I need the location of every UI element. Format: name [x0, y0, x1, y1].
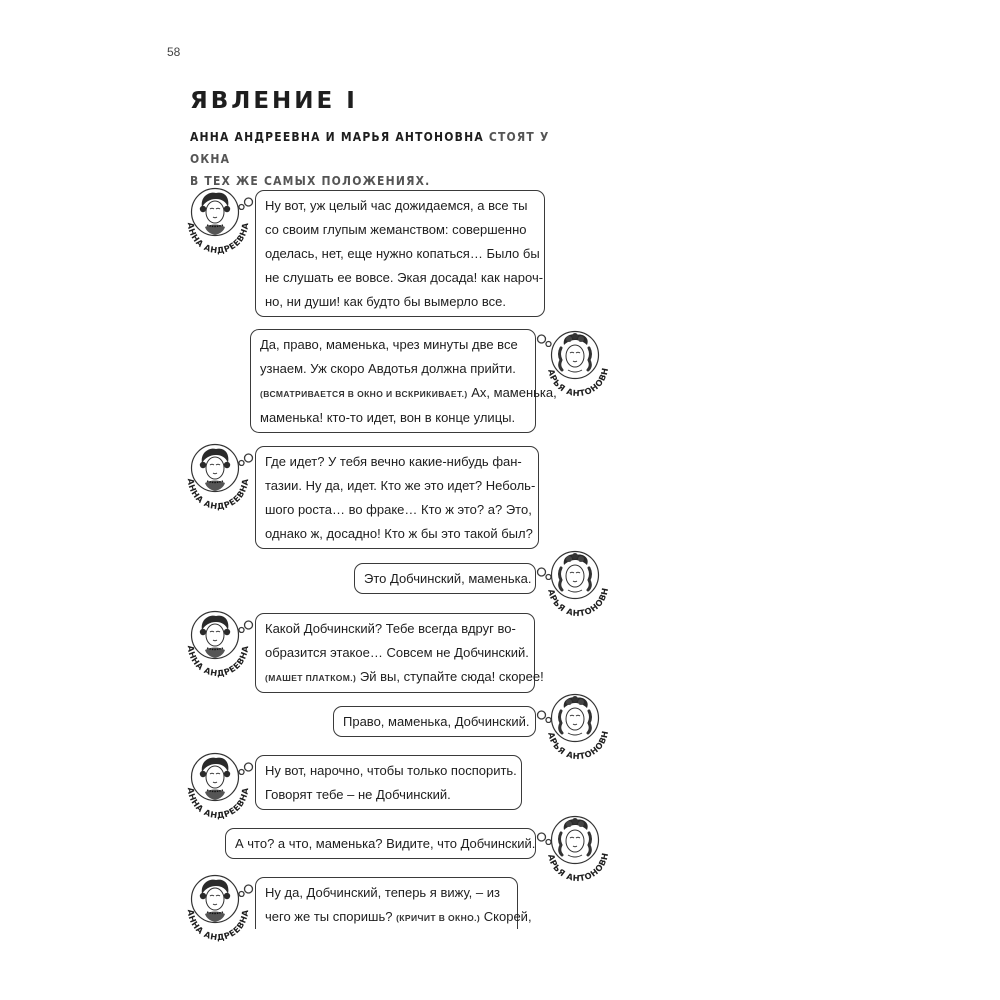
bubble-text: Эй вы, ступайте сюда! скорее!: [356, 669, 544, 684]
stage-character-2: МАРЬЯ АНТОНОВНА: [340, 130, 484, 144]
bubble-line: Да, право, маменька, чрез минуты две все: [260, 337, 518, 352]
bubble-line: но, ни души! как будто бы вымерло все.: [265, 294, 506, 309]
thought-bubble-tail-icon: [238, 452, 256, 466]
bubble-line: Ну вот, уж целый час дожидаемся, а все ты: [265, 198, 528, 213]
svg-text:МАРЬЯ АНТОНОВНА: МАРЬЯ АНТОНОВНА: [537, 807, 611, 884]
thought-bubble-tail-icon: [238, 883, 256, 897]
bubble-text: Ах, маменька,: [467, 385, 557, 400]
stage-line2: В ТЕХ ЖЕ САМЫХ ПОЛОЖЕНИЯХ.: [190, 174, 431, 188]
speech-bubble-marya: [225, 828, 536, 859]
bubble-line: Какой Добчинский? Тебе всегда вдруг во-: [265, 621, 516, 636]
bubble-text: чего же ты споришь?: [265, 909, 393, 924]
speech-bubble-marya: [354, 563, 536, 594]
svg-text:АННА АНДРЕЕВНА: АННА АНДРЕЕВНА: [185, 477, 251, 512]
bubble-line: А что? а что, маменька? Видите, что Добчинский.: [235, 836, 536, 851]
stage-character-1: АННА АНДРЕЕВНА: [190, 130, 321, 144]
speaker-name: [537, 807, 612, 895]
inline-stage-direction: (ВСМАТРИВАЕТСЯ В ОКНО И ВСКРИКИВАЕТ.): [260, 389, 468, 399]
speech-bubble-marya: [333, 706, 536, 737]
bubble-line: образится этакое… Совсем не Добчинский.: [265, 645, 529, 660]
marya-avatar: [537, 685, 620, 771]
bubble-line: шого роста… во фраке… Кто ж это? а? Это,: [265, 502, 532, 517]
bubble-line: Ну да, Добчинский, теперь я вижу, – из: [265, 885, 500, 900]
thought-bubble-tail-icon: [238, 196, 256, 210]
bubble-line: однако ж, досадно! Кто ж бы это такой был?: [265, 526, 533, 541]
bubble-line: [260, 381, 557, 406]
speaker-name: [537, 685, 612, 773]
page-number: 58: [167, 45, 181, 59]
svg-text:АННА АНДРЕЕВНА: АННА АНДРЕЕВНА: [185, 221, 251, 256]
bubble-line: маменька! кто-то идет, вон в конце улицы.: [260, 410, 516, 425]
speech-bubble-anna: [255, 877, 532, 929]
bubble-line: Это Добчинский, маменька.: [364, 571, 532, 586]
bubble-line: Право, маменька, Добчинский.: [343, 714, 530, 729]
bubble-line: со своим глупым жеманством: совершенно: [265, 222, 527, 237]
stage-direction: [190, 126, 590, 192]
speech-bubble-anna: [255, 190, 545, 317]
bubble-text: Скорей,: [480, 909, 532, 924]
speech-bubble-marya: [250, 329, 557, 433]
svg-text:МАРЬЯ АНТОНОВНА: МАРЬЯ АНТОНОВНА: [537, 542, 611, 619]
stage-conj: И: [325, 130, 336, 144]
marya-avatar: [537, 322, 620, 408]
speech-bubble-anna: [255, 755, 522, 810]
speech-bubble-anna: [255, 446, 539, 549]
thought-bubble-tail-icon: [238, 619, 256, 633]
bubble-line: [265, 905, 532, 930]
stage-rest-line1: СТОЯТ У ОКНА: [190, 130, 550, 166]
marya-avatar: [537, 807, 620, 893]
marya-avatar: [537, 542, 620, 628]
bubble-line: Говорят тебе – не Добчинский.: [265, 787, 451, 802]
thought-bubble-tail-icon: [238, 761, 256, 775]
speaker-name: [537, 322, 612, 410]
svg-text:МАРЬЯ АНТОНОВНА: МАРЬЯ АНТОНОВНА: [537, 685, 611, 762]
speech-bubble-anna: [255, 613, 544, 693]
inline-stage-direction: (КРИЧИТ В ОКНО.): [396, 913, 481, 923]
bubble-line: тазии. Ну да, идет. Кто же это идет? Неболь-: [265, 478, 536, 493]
bubble-line: не слушать ее вовсе. Экая досада! как нароч-: [265, 270, 544, 285]
svg-text:АННА АНДРЕЕВНА: АННА АНДРЕЕВНА: [185, 908, 251, 943]
bubble-line: узнаем. Уж скоро Авдотья должна прийти.: [260, 361, 516, 376]
bubble-line: Ну вот, нарочно, чтобы только поспорить.: [265, 763, 517, 778]
bubble-line: [265, 665, 544, 690]
svg-text:АННА АНДРЕЕВНА: АННА АНДРЕЕВНА: [185, 644, 251, 679]
speaker-name: [537, 542, 612, 630]
inline-stage-direction: (МАШЕТ ПЛАТКОМ.): [265, 673, 357, 683]
svg-text:АННА АНДРЕЕВНА: АННА АНДРЕЕВНА: [185, 786, 251, 821]
bubble-line: Где идет? У тебя вечно какие-нибудь фан-: [265, 454, 522, 469]
bubble-line: оделась, нет, еще нужно копаться… Было бы: [265, 246, 540, 261]
svg-text:МАРЬЯ АНТОНОВНА: МАРЬЯ АНТОНОВНА: [537, 322, 611, 399]
scene-title: ЯВЛЕНИЕ I: [190, 88, 358, 114]
